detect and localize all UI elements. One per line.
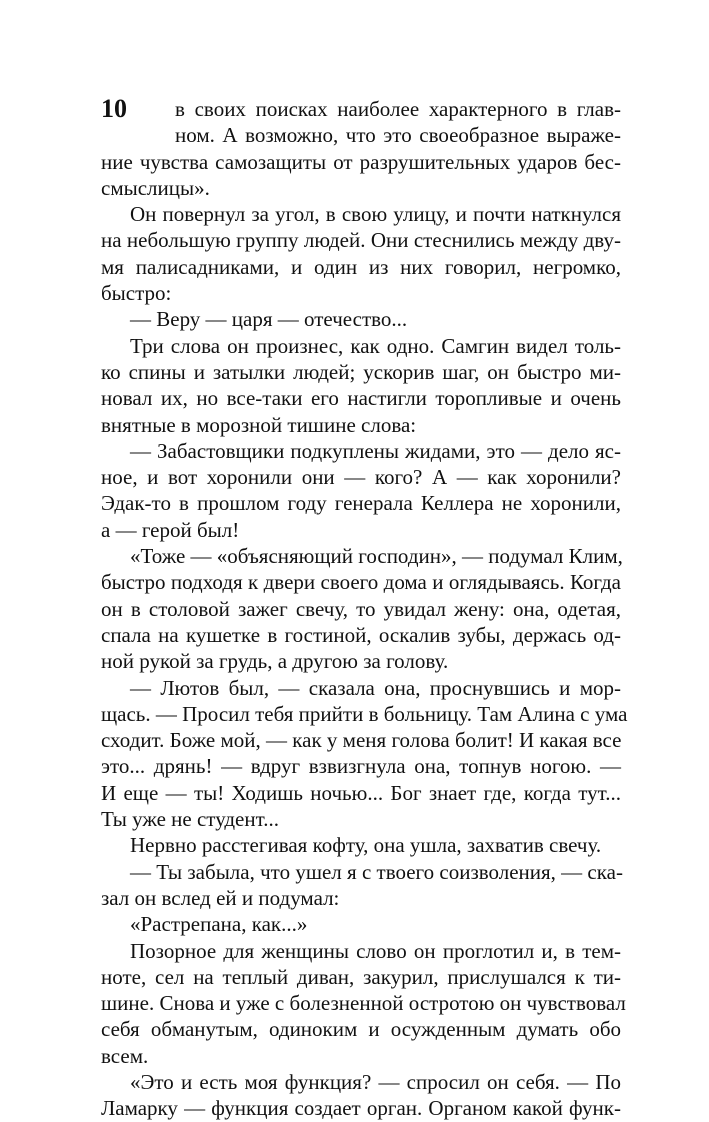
text-line: шине. Снова и уже с болезненной остротою он чувствовал [101,991,626,1016]
text-line: ной рукой за грудь, а другою за голову. [101,649,449,674]
text-line: «Это и есть моя функция? — спросил он себя. — По [130,1069,621,1094]
text-line: мя палисадниками, и один из них говорил, негромко, [101,254,621,279]
text-line: щась. — Просил тебя прийти в больницу. Там Алина с ума [101,701,628,726]
text-line: быстро подходя к двери своего дома и оглядываясь. Когда [101,570,621,595]
text-line: быстро: [101,281,172,306]
text-line: Позорное для женщины слово он проглотил и, в тем- [130,938,621,963]
text-line: ние чувства самозащиты от разрушительных ударов бес- [101,149,621,174]
text-line: в своих поисках наиболее характерного в глав- [175,97,621,121]
text-line: — Лютов был, — сказала она, проснувшись и мор- [130,675,621,700]
text-line: — Забастовщики подкуплены жидами, это — дело яс- [130,438,621,463]
text-line: Эдак-то в прошлом году генерала Келлера не хоронили, [101,491,621,516]
text-line: спала на кушетке в гостиной, оскалив зубы, держась од- [101,622,621,647]
text-line: это... дрянь! — вдруг взвизгнула она, топнув ногою. — [101,754,621,779]
text-line: новал их, но все-таки его настигли торопливые и очень [101,386,621,411]
text-line: зал он вслед ей и подумал: [101,885,340,910]
text-line: ноте, сел на теплый диван, закурил, прислушался к ти- [101,964,621,989]
text-line: — Веру — царя — отечество... [130,307,408,332]
text-line: себя обманутым, одиноким и осужденным думать обо [101,1017,621,1042]
text-line: смыслицы». [101,175,210,200]
text-line: Ламарку — функция создает орган. Органом какой функ- [101,1096,621,1121]
text-line: «Растрепана, как...» [130,912,308,937]
page-number: 10 [101,94,127,123]
text-line: — Ты забыла, что ушел я с твоего соизволения, — ска- [130,859,623,884]
text-line: внятные в морозной тишине слова: [101,412,417,437]
text-line: ное, и вот хоронили они — кого? А — как хоронили? [101,465,621,490]
text-line: ном. А возможно, что это своеобразное выраже- [175,123,621,148]
text-line: «Тоже — «объясняющий господин», — подумал Клим, [130,544,623,569]
text-line: всем. [101,1043,149,1068]
text-line: сходит. Боже мой, — как у меня голова болит! И какая все [101,728,622,753]
text-line: на небольшую группу людей. Они стеснились между дву- [101,228,621,253]
text-line: он в столовой зажег свечу, то увидал жену: она, одетая, [101,596,621,621]
text-line: ко спины и затылки людей; ускорив шаг, он быстро ми- [101,359,621,384]
text-line: Он повернул за угол, в свою улицу, и почти наткнулся [130,202,621,227]
text-line: Ты уже не студент... [101,807,279,832]
text-line: Нервно расстегивая кофту, она ушла, захватив свечу. [130,833,602,858]
text-line: И еще — ты! Ходишь ночью... Бог знает где, когда тут... [101,780,621,805]
text-line: Три слова он произнес, как одно. Самгин видел толь- [130,333,621,358]
body-text [101,96,628,1122]
text-line: а — герой был! [101,517,240,542]
